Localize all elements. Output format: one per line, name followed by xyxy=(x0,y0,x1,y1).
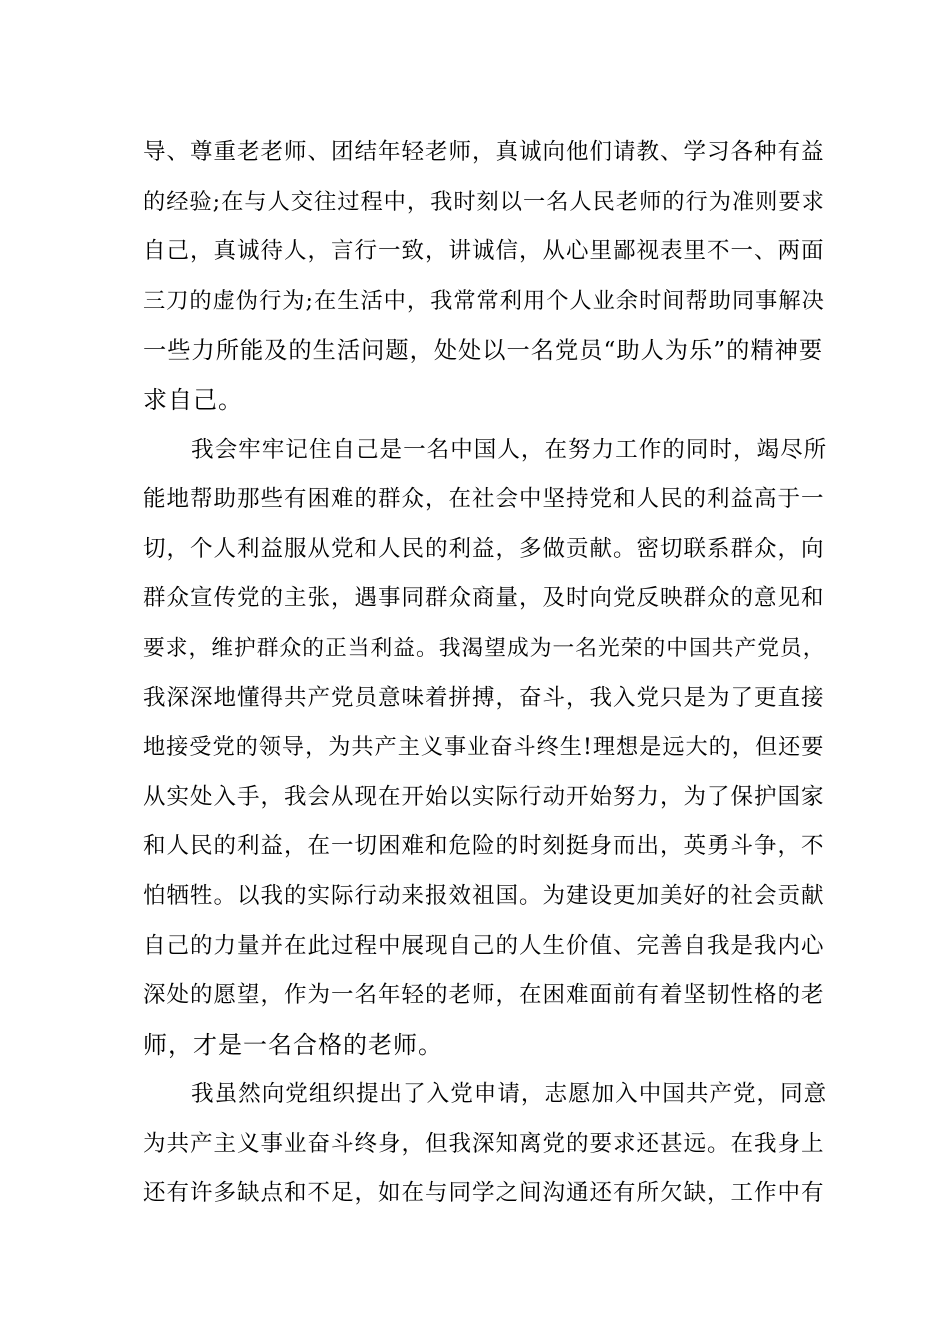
paragraph-2-line-6: 我深深地懂得共产党员意味着拼搏，奋斗，我入党只是为了更直接 xyxy=(143,684,825,711)
paragraph-1-line-3: 自己，真诚待人，言行一致，讲诚信，从心里鄙视表里不一、两面 xyxy=(143,238,825,265)
paragraph-2-line-4: 群众宣传党的主张，遇事同群众商量，及时向党反映群众的意见和 xyxy=(143,585,825,612)
paragraph-1-line-5: 一些力所能及的生活问题，处处以一名党员“助人为乐”的精神要 xyxy=(143,337,824,365)
paragraph-3-line-1: 我虽然向党组织提出了入党申请，志愿加入中国共产党，同意 xyxy=(191,1081,828,1108)
paragraph-2-line-11: 自己的力量并在此过程中展现自己的人生价值、完善自我是我内心 xyxy=(143,932,825,959)
paragraph-2-line-7: 地接受党的领导，为共产主义事业奋斗终生!理想是远大的，但还要 xyxy=(143,734,825,761)
paragraph-1-line-6: 求自己。 xyxy=(143,385,243,414)
paragraph-2-line-8: 从实处入手，我会从现在开始以实际行动开始努力，为了保护国家 xyxy=(143,783,825,810)
paragraph-2-line-5: 要求，维护群众的正当利益。我渴望成为一名光荣的中国共产党员， xyxy=(143,635,826,661)
paragraph-2-line-10: 怕牺牲。以我的实际行动来报效祖国。为建设更加美好的社会贡献 xyxy=(143,882,825,909)
document-body xyxy=(143,128,828,1219)
paragraph-2-line-12: 深处的愿望，作为一名年轻的老师，在困难面前有着坚韧性格的老 xyxy=(143,982,825,1009)
paragraph-2-line-2: 能地帮助那些有困难的群众，在社会中坚持党和人民的利益高于一 xyxy=(143,486,825,513)
paragraph-3-line-2: 为共产主义事业奋斗终身，但我深知离党的要求还甚远。在我身上 xyxy=(143,1130,825,1157)
paragraph-3-line-3: 还有许多缺点和不足，如在与同学之间沟通还有所欠缺，工作中有 xyxy=(143,1180,825,1207)
paragraph-2-line-1: 我会牢牢记住自己是一名中国人，在努力工作的同时，竭尽所 xyxy=(191,436,828,463)
paragraph-1-line-2: 的经验;在与人交往过程中，我时刻以一名人民老师的行为准则要求 xyxy=(143,188,825,215)
paragraph-2-line-13: 师，才是一名合格的老师。 xyxy=(143,1030,443,1059)
paragraph-2-line-3: 切，个人利益服从党和人民的利益，多做贡献。密切联系群众，向 xyxy=(143,535,825,562)
paragraph-2-line-9: 和人民的利益，在一切困难和危险的时刻挺身而出，英勇斗争，不 xyxy=(143,833,825,860)
paragraph-1-line-4: 三刀的虚伪行为;在生活中，我常常利用个人业余时间帮助同事解决 xyxy=(143,287,825,314)
paragraph-1-line-1: 导、尊重老老师、团结年轻老师，真诚向他们请教、学习各种有益 xyxy=(143,139,825,165)
